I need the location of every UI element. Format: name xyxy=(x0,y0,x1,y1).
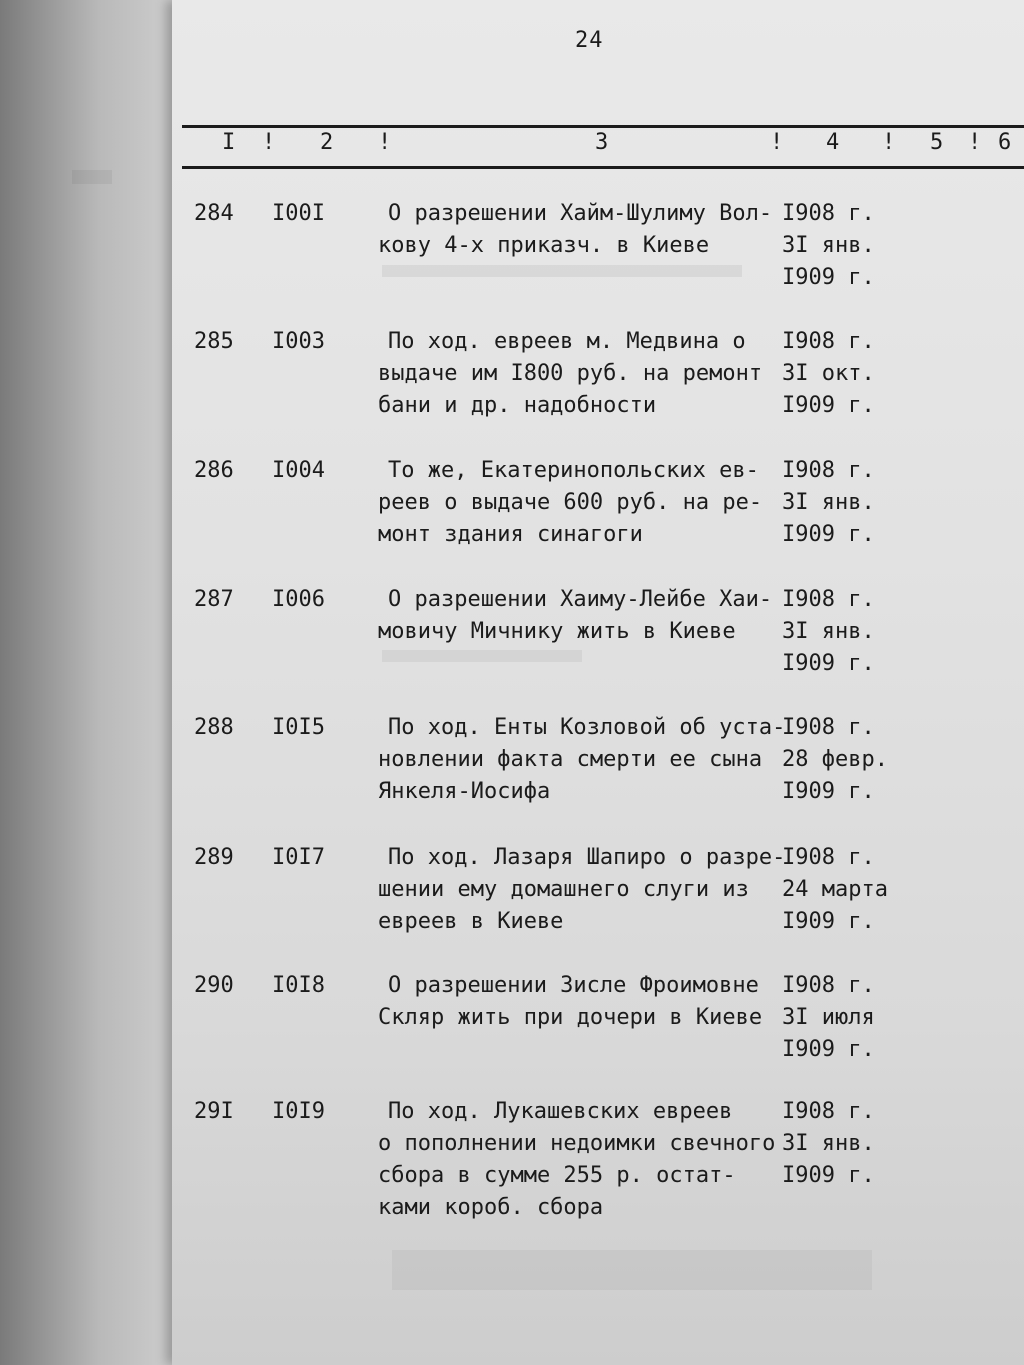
date-line: I908 г. xyxy=(782,587,875,612)
date-line: I908 г. xyxy=(782,973,875,998)
description-line: сбора в сумме 255 р. остат- xyxy=(378,1163,736,1188)
date-line: I908 г. xyxy=(782,1099,875,1124)
entry-number: 290 xyxy=(194,973,234,998)
date-line: I908 г. xyxy=(782,845,875,870)
description-line: О разрешении Хайм-Шулиму Вол- xyxy=(388,201,773,226)
entry-number: 284 xyxy=(194,201,234,226)
entry-code: I0I9 xyxy=(272,1099,325,1124)
description-line: По ход. евреев м. Медвина о xyxy=(388,329,746,354)
description-line: о пополнении недоимки свечного xyxy=(378,1131,776,1156)
description-line: По ход. Лукашевских евреев xyxy=(388,1099,733,1124)
date-line: I909 г. xyxy=(782,1037,875,1062)
entry-description xyxy=(378,455,798,551)
date-line: I908 г. xyxy=(782,458,875,483)
header-col-3: 3 xyxy=(595,130,609,155)
date-line: 3I июля xyxy=(782,1005,875,1030)
entry-description xyxy=(378,198,798,262)
table-row xyxy=(0,712,1024,832)
header-separator: ! xyxy=(968,130,982,155)
entry-dates xyxy=(782,1096,912,1192)
description-line: новлении факта смерти ее сына xyxy=(378,747,763,772)
entry-code: I006 xyxy=(272,587,325,612)
entry-dates xyxy=(782,584,912,680)
date-line: 3I янв. xyxy=(782,1131,875,1156)
description-line: евреев в Киеве xyxy=(378,909,564,934)
description-line: мовичу Мичнику жить в Киеве xyxy=(378,619,736,644)
entry-code: I0I7 xyxy=(272,845,325,870)
entry-number: 286 xyxy=(194,458,234,483)
description-line: бани и др. надобности xyxy=(378,393,657,418)
date-line: I909 г. xyxy=(782,779,875,804)
date-line: 24 марта xyxy=(782,877,888,902)
description-line: То же, Екатеринопольских ев- xyxy=(388,458,759,483)
entry-code: I00I xyxy=(272,201,325,226)
description-line: По ход. Лазаря Шапиро о разре- xyxy=(388,845,786,870)
table-row xyxy=(0,455,1024,575)
description-line: выдаче им I800 руб. на ремонт xyxy=(378,361,763,386)
table-header xyxy=(0,130,1024,164)
description-line: Янкеля-Иосифа xyxy=(378,779,551,804)
header-bottom-rule xyxy=(182,166,1024,169)
entry-number: 287 xyxy=(194,587,234,612)
entry-number: 289 xyxy=(194,845,234,870)
entry-description xyxy=(378,584,798,648)
date-line: I909 г. xyxy=(782,522,875,547)
date-line: 3I янв. xyxy=(782,619,875,644)
header-separator: ! xyxy=(262,130,276,155)
header-col-2: 2 xyxy=(320,130,334,155)
header-col-6: 6 xyxy=(998,130,1012,155)
table-row xyxy=(0,842,1024,962)
date-line: I908 г. xyxy=(782,201,875,226)
entry-description xyxy=(378,712,798,808)
entry-dates xyxy=(782,712,912,808)
date-line: I908 г. xyxy=(782,715,875,740)
entry-code: I0I5 xyxy=(272,715,325,740)
description-line: монт здания синагоги xyxy=(378,522,643,547)
table-row xyxy=(0,584,1024,704)
entry-code: I003 xyxy=(272,329,325,354)
date-line: I908 г. xyxy=(782,329,875,354)
entry-description xyxy=(378,326,798,422)
entry-dates xyxy=(782,842,912,938)
date-line: I909 г. xyxy=(782,651,875,676)
description-line: О разрешении Хаиму-Лейбе Хаи- xyxy=(388,587,773,612)
description-line: О разрешении Зисле Фроимовне xyxy=(388,973,759,998)
entry-description xyxy=(378,1096,798,1224)
entry-description xyxy=(378,970,798,1034)
entry-dates xyxy=(782,455,912,551)
entry-number: 29I xyxy=(194,1099,234,1124)
entry-number: 288 xyxy=(194,715,234,740)
table-row xyxy=(0,1096,1024,1236)
date-line: I909 г. xyxy=(782,393,875,418)
bleed-through-mark xyxy=(392,1250,872,1290)
description-line: Скляр жить при дочери в Киеве xyxy=(378,1005,763,1030)
description-line: кову 4-х приказч. в Киеве xyxy=(378,233,710,258)
header-separator: ! xyxy=(378,130,392,155)
table-row xyxy=(0,970,1024,1090)
entry-number: 285 xyxy=(194,329,234,354)
entry-code: I004 xyxy=(272,458,325,483)
description-line: реев о выдаче 600 руб. на ре- xyxy=(378,490,763,515)
description-line: ками короб. сбора xyxy=(378,1195,604,1220)
bleed-through-mark xyxy=(72,170,112,184)
header-separator: ! xyxy=(770,130,784,155)
table-row xyxy=(0,326,1024,446)
entry-dates xyxy=(782,326,912,422)
header-col-1: I xyxy=(222,130,236,155)
page-number: 24 xyxy=(575,28,604,53)
table-row xyxy=(0,198,1024,318)
header-col-4: 4 xyxy=(826,130,840,155)
description-line: По ход. Енты Козловой об уста- xyxy=(388,715,786,740)
date-line: I909 г. xyxy=(782,265,875,290)
date-line: 3I янв. xyxy=(782,233,875,258)
header-separator: ! xyxy=(882,130,896,155)
date-line: 28 февр. xyxy=(782,747,888,772)
header-col-5: 5 xyxy=(930,130,944,155)
header-top-rule xyxy=(182,125,1024,128)
entry-description xyxy=(378,842,798,938)
description-line: шении ему домашнего слуги из xyxy=(378,877,749,902)
date-line: 3I янв. xyxy=(782,490,875,515)
entry-dates xyxy=(782,198,912,294)
entry-dates xyxy=(782,970,912,1066)
entry-code: I0I8 xyxy=(272,973,325,998)
date-line: I909 г. xyxy=(782,1163,875,1188)
date-line: 3I окт. xyxy=(782,361,875,386)
date-line: I909 г. xyxy=(782,909,875,934)
